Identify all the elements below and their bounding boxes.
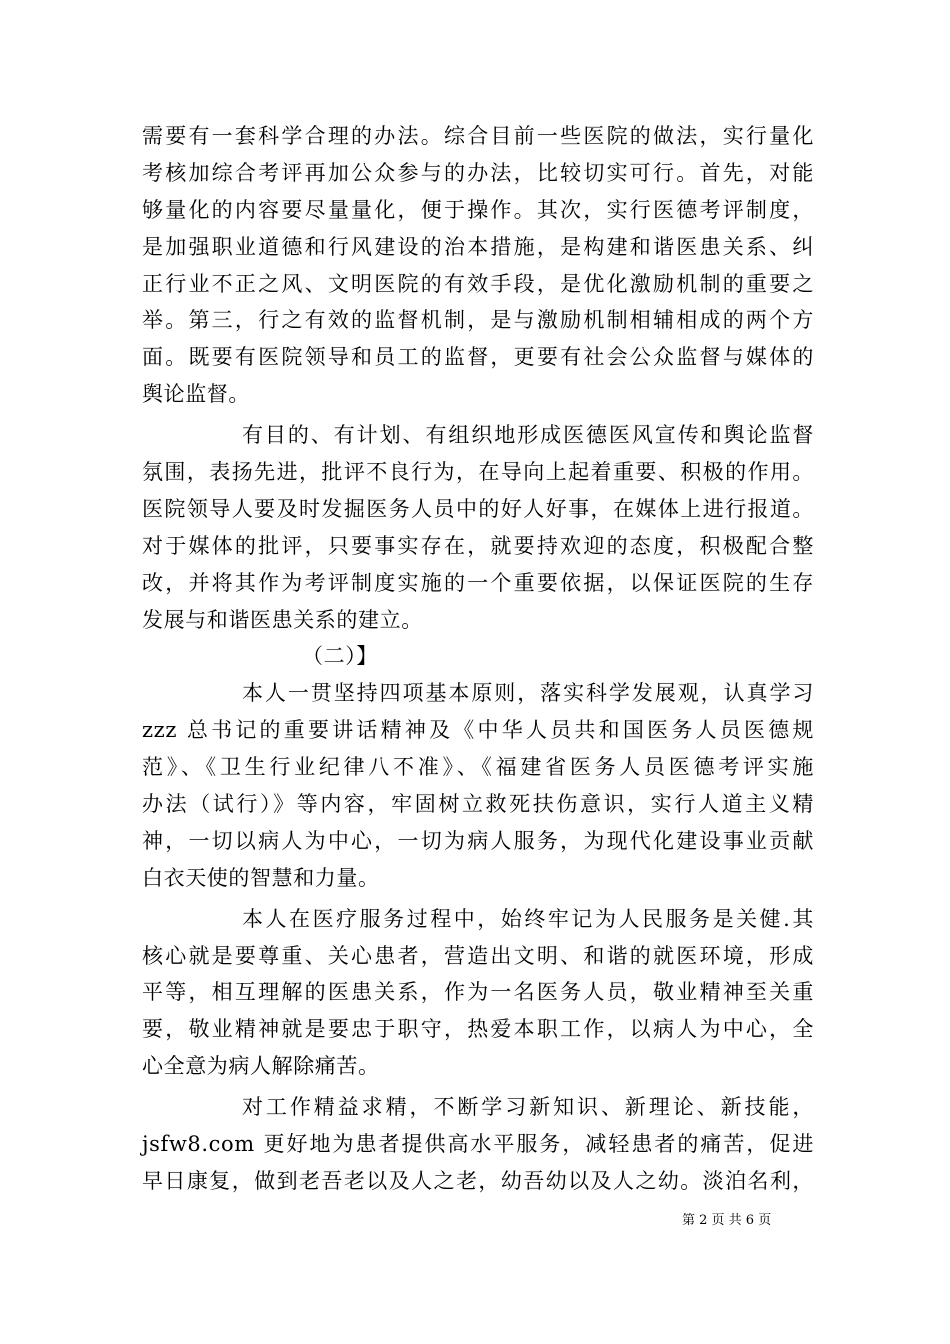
text-line: 发展与和谐医患关系的建立。	[142, 607, 423, 632]
text-line: 改，并将其作为考评制度实施的一个重要依据，以保证医院的生存	[142, 570, 814, 595]
document-page	[142, 118, 814, 1200]
paragraph-4	[142, 901, 814, 1085]
text-line: 早日康复，做到老吾老以及人之老，幼吾幼以及人之幼。淡泊名利，	[142, 1168, 814, 1193]
text-line: 是加强职业道德和行风建设的治本措施，是构建和谐医患关系、纠	[142, 234, 814, 259]
paragraph-5	[142, 1089, 814, 1200]
text-line: 神，一切以病人为中心，一切为病人服务，为现代化建设事业贡献	[142, 828, 814, 853]
section-heading: （二）】	[302, 644, 378, 669]
text-line: 面。既要有医院领导和员工的监督，更要有社会公众监督与媒体的	[142, 345, 814, 370]
text-line: 需要有一套科学合理的办法。综合目前一些医院的做法，实行量化	[142, 124, 814, 148]
text-line: 平等，相互理解的医患关系，作为一名医务人员，敬业精神至关重	[142, 980, 814, 1005]
text-line: 本人在医疗服务过程中，始终牢记为人民服务是关健.其	[242, 906, 814, 931]
text-line: 够量化的内容要尽量量化，便于操作。其次，实行医德考评制度，	[142, 197, 814, 222]
text-line: 正行业不正之风、文明医院的有效手段，是优化激励机制的重要之	[142, 271, 814, 296]
text-line: 核心就是要尊重、关心患者，营造出文明、和谐的就医环境，形成	[142, 943, 814, 968]
text-line: 医院领导人要及时发掘医务人员中的好人好事，在媒体上进行报道。	[142, 496, 814, 521]
text-line: 要，敬业精神就是要忠于职守，热爱本职工作，以病人为中心，全	[142, 1017, 814, 1042]
text-line: 氛围，表扬先进，批评不良行为，在导向上起着重要、积极的作用。	[142, 460, 814, 485]
text-line: 办法（试行）》等内容，牢固树立救死扶伤意识，实行人道主义精	[142, 792, 814, 817]
text-line: 考核加综合考评再加公众参与的办法，比较切实可行。首先，对能	[142, 160, 814, 185]
paragraph-1	[142, 118, 814, 413]
text-line: 对于媒体的批评，只要事实存在，就要持欢迎的态度，积极配合整	[142, 533, 814, 558]
text-line: 范》、《卫生行业纪律八不准》、《福建省医务人员医德考评实施	[142, 755, 814, 780]
paragraph-2	[142, 417, 814, 638]
text-line: 心全意为病人解除痛苦。	[142, 1054, 380, 1079]
text-line: 白衣天使的智慧和力量。	[142, 865, 380, 890]
text-line: 本人一贯坚持四项基本原则，落实科学发展观，认真学习	[242, 681, 814, 706]
text-line: zzz 总书记的重要讲话精神及《中华人员共和国医务人员医德规	[142, 718, 814, 743]
text-line: 有目的、有计划、有组织地形成医德医风宣传和舆论监督	[242, 423, 814, 448]
page-number-footer: 第 2 页 共 6 页	[682, 1213, 772, 1228]
text-line: 举。第三，行之有效的监督机制，是与激励机制相辅相成的两个方	[142, 308, 814, 333]
paragraph-3	[142, 675, 814, 896]
text-line: jsfw8.com 更好地为患者提供高水平服务，减轻患者的痛苦，促进	[142, 1132, 814, 1157]
text-line: 舆论监督。	[142, 382, 250, 407]
text-line: 对工作精益求精，不断学习新知识、新理论、新技能，	[242, 1095, 814, 1120]
